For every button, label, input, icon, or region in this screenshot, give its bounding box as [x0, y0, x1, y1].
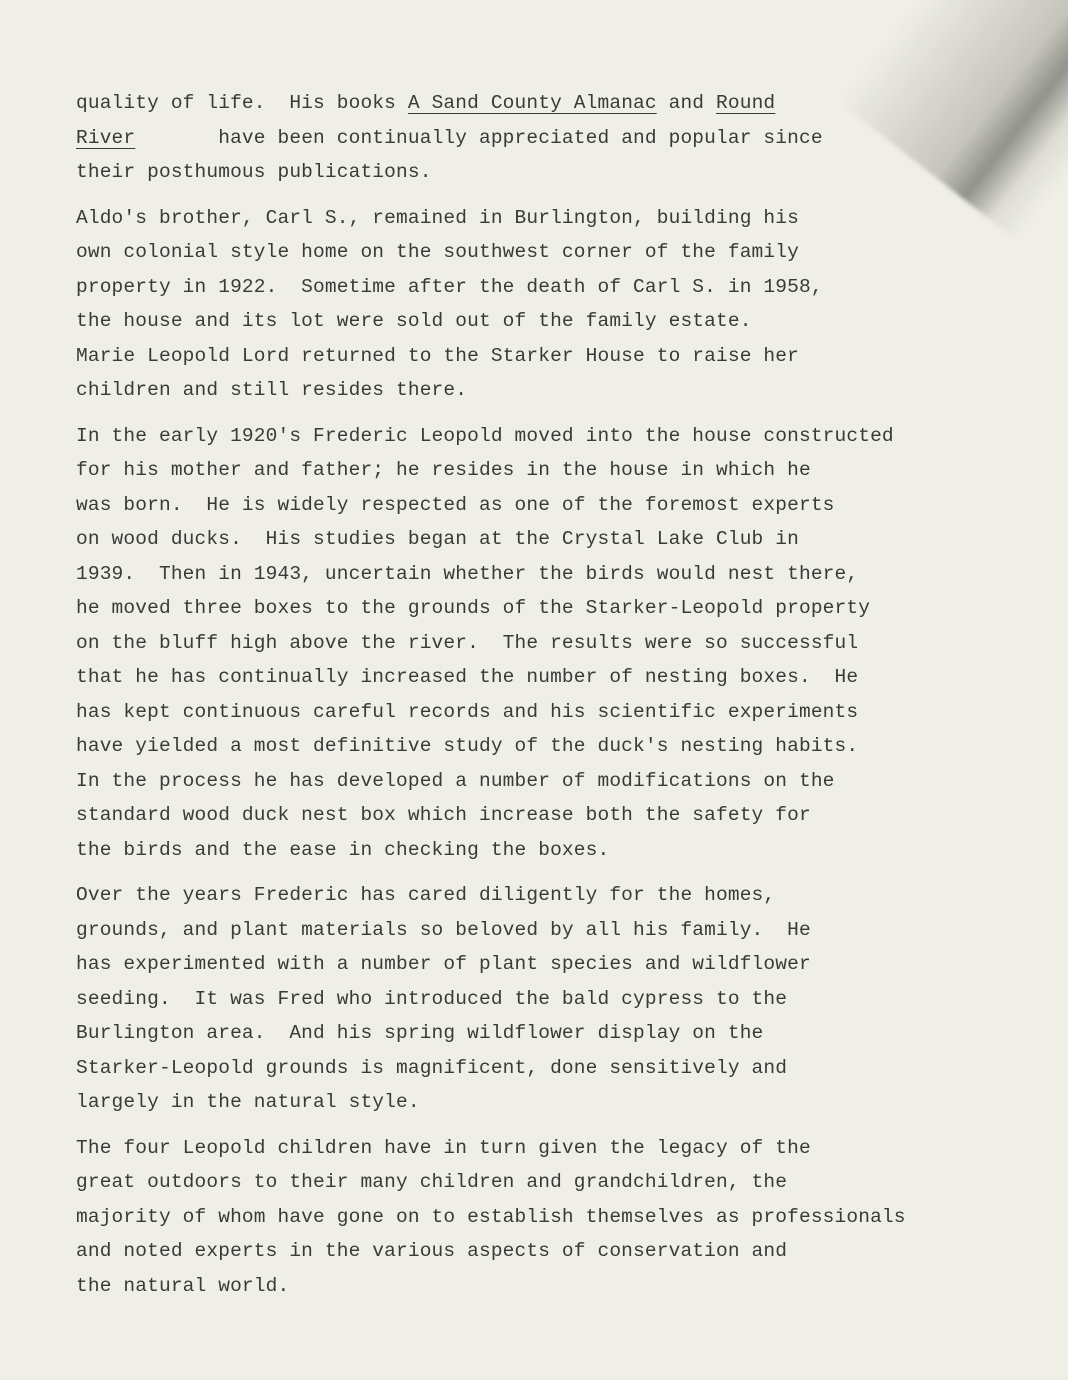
text-segment: has kept continuous careful records and his scientific experiments — [76, 700, 859, 723]
text-segment: that he has continually increased the number of nesting boxes. He — [76, 666, 859, 688]
text-segment: Marie Leopold Lord returned to the Starker House to raise her — [76, 344, 799, 367]
typewritten-text — [76, 86, 1056, 1303]
text-line — [76, 488, 1056, 523]
text-segment: their posthumous publications. — [76, 161, 432, 183]
text-segment: Burlington area. And his spring wildflower display on the — [76, 1022, 764, 1044]
text-line — [76, 1085, 1056, 1120]
text-line — [76, 695, 1056, 730]
text-line — [76, 798, 1056, 833]
text-segment: majority of whom have gone on to establish themselves as professionals — [76, 1205, 906, 1228]
text-segment: standard wood duck nest box which increase both the safety for — [76, 804, 811, 826]
text-line — [76, 729, 1056, 764]
paragraph — [76, 878, 1056, 1120]
paragraph — [76, 86, 1056, 190]
text-line — [76, 1234, 1056, 1269]
text-segment: Over the years Frederic has cared diligently for the homes, — [76, 884, 776, 906]
text-line — [76, 1165, 1056, 1200]
paragraph-gap — [76, 408, 1056, 419]
text-segment: Aldo's brother, Carl S., remained in Burlington, building his — [76, 206, 799, 229]
text-segment: and noted experts in the various aspects of conservation and — [76, 1240, 788, 1262]
underlined-title: River — [76, 126, 136, 149]
text-line — [76, 270, 1056, 305]
text-segment: have yielded a most definitive study of the duck's nesting habits. — [76, 735, 859, 757]
text-line — [76, 339, 1056, 374]
text-line — [76, 453, 1056, 488]
text-segment: and — [656, 92, 717, 114]
text-line — [76, 1269, 1056, 1304]
text-line — [76, 833, 1056, 868]
text-line — [76, 155, 1056, 190]
text-line — [76, 1016, 1056, 1051]
text-segment: children and still resides there. — [76, 379, 468, 401]
paragraph-gap — [76, 190, 1056, 201]
text-line — [76, 947, 1056, 982]
text-segment: have been continually appreciated and popular since — [135, 126, 823, 149]
text-line — [76, 591, 1056, 626]
text-line — [76, 121, 1056, 156]
text-segment: has experimented with a number of plant species and wildflower — [76, 953, 811, 975]
text-line — [76, 1131, 1056, 1166]
text-segment: on the bluff high above the river. The results were so successful — [76, 631, 859, 654]
text-line — [76, 1051, 1056, 1086]
text-segment: the birds and the ease in checking the boxes. — [76, 838, 610, 861]
text-line — [76, 1200, 1056, 1235]
text-line — [76, 235, 1056, 270]
paragraph-gap — [76, 867, 1056, 878]
text-line — [76, 764, 1056, 799]
text-segment: In the early 1920's Frederic Leopold moved into the house constructed — [76, 424, 894, 447]
text-line — [76, 419, 1056, 454]
text-segment: 1939. Then in 1943, uncertain whether the birds would nest there, — [76, 562, 859, 585]
paragraph — [76, 201, 1056, 408]
text-segment: for his mother and father; he resides in the house in which he — [76, 459, 811, 481]
text-segment: The four Leopold children have in turn given the legacy of the — [76, 1136, 811, 1159]
text-segment: he moved three boxes to the grounds of the Starker-Leopold property — [76, 597, 871, 619]
text-line — [76, 522, 1056, 557]
text-line — [76, 304, 1056, 339]
paragraph — [76, 419, 1056, 868]
text-segment: Starker-Leopold grounds is magnificent, done sensitively and — [76, 1056, 788, 1079]
text-segment: own colonial style home on the southwest corner of the family — [76, 241, 799, 263]
underlined-title: A Sand County Almanac — [407, 92, 657, 114]
text-segment: the natural world. — [76, 1274, 290, 1297]
text-segment: the house and its lot were sold out of the family estate. — [76, 310, 752, 332]
text-segment: great outdoors to their many children and grandchildren, the — [76, 1171, 788, 1193]
text-segment: was born. He is widely respected as one of the foremost experts — [76, 493, 835, 516]
text-line — [76, 982, 1056, 1017]
text-line — [76, 626, 1056, 661]
text-line — [76, 373, 1056, 408]
text-line — [76, 660, 1056, 695]
text-segment: largely in the natural style. — [76, 1091, 420, 1113]
text-segment: grounds, and plant materials so beloved by all his family. He — [76, 918, 811, 941]
text-line — [76, 913, 1056, 948]
paragraph — [76, 1131, 1056, 1304]
text-line — [76, 557, 1056, 592]
paragraph-gap — [76, 1120, 1056, 1131]
text-line — [76, 201, 1056, 236]
text-segment: In the process he has developed a number of modifications on the — [76, 769, 835, 792]
text-line — [76, 878, 1056, 913]
text-segment: seeding. It was Fred who introduced the bald cypress to the — [76, 987, 788, 1010]
underlined-title: Round — [716, 92, 776, 114]
text-line — [76, 86, 1056, 121]
text-segment: on wood ducks. His studies began at the Crystal Lake Club in — [76, 528, 799, 550]
text-segment: quality of life. His books — [76, 92, 408, 114]
text-segment: property in 1922. Sometime after the death of Carl S. in 1958, — [76, 275, 823, 298]
